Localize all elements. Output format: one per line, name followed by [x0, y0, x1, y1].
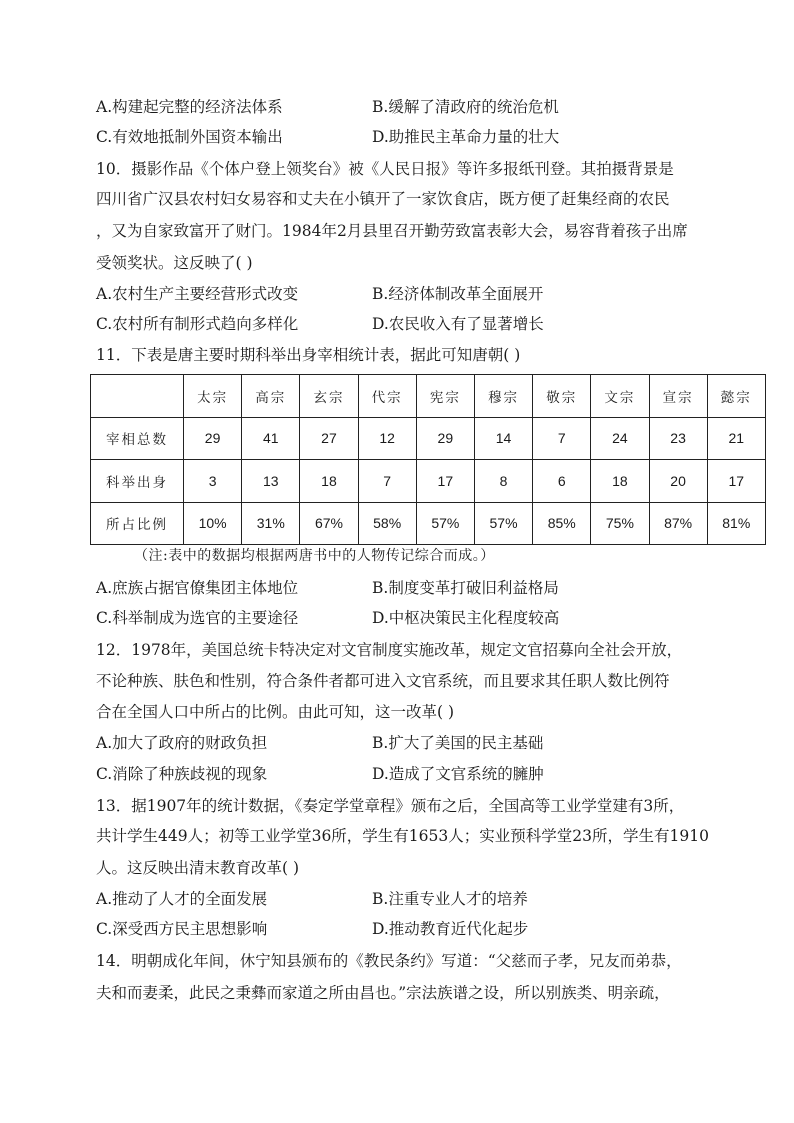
table-cell: 31%	[242, 502, 300, 545]
table-note: （注:表中的数据均根据两唐书中的人物传记综合而成。）	[134, 548, 495, 564]
table-row	[91, 502, 766, 545]
table-cell: 20	[649, 460, 707, 503]
q10-option-d: D.农民收入有了显著增长	[372, 315, 544, 333]
table-cell: 27	[300, 417, 358, 460]
table-cell: 87%	[649, 502, 707, 545]
table-cell: 18	[300, 460, 358, 503]
table-cell: 75%	[591, 502, 649, 545]
q11-option-d: D.中枢决策民主化程度较高	[372, 609, 560, 627]
header-cell: 玄宗	[300, 375, 358, 418]
q12-stem-line-2: 不论种族、肤色和性别，符合条件者都可进入文官系统，而且要求其任职人数比例符	[96, 672, 670, 690]
header-cell: 太宗	[184, 375, 242, 418]
q14-stem-line-2: 夫和而妻柔，此民之秉彝而家道之所由昌也。”宗法族谱之设，所以别族类、明亲疏，	[96, 984, 670, 1002]
q9-option-c: C.有效地抵制外国资本输出	[96, 128, 283, 146]
q14-stem-line-1: 14．明朝成化年间，休宁知县颁布的《教民条约》写道：“父慈而子孝，兄友而弟恭，	[96, 952, 682, 970]
header-cell: 文宗	[591, 375, 649, 418]
q10-stem-line-1: 10．摄影作品《个体户登上领奖台》被《人民日报》等许多报纸刊登。其拍摄背景是	[96, 160, 674, 178]
table-cell: 57%	[474, 502, 532, 545]
table-cell: 29	[184, 417, 242, 460]
q13-stem-line-2: 共计学生449人；初等工业学堂36所，学生有1653人；实业预科学堂23所，学生有1910	[96, 827, 709, 845]
q11-option-b: B.制度变革打破旧利益格局	[372, 579, 559, 597]
table-cell: 7	[358, 460, 416, 503]
q10-option-b: B.经济体制改革全面展开	[372, 285, 544, 303]
q10-stem-line-4: 受领奖状。这反映了( )	[96, 254, 253, 272]
table-header-row	[91, 375, 766, 418]
q10-stem-line-3: ，又为自家致富开了财门。1984年2月县里召开勤劳致富表彰大会，易容背着孩子出席	[96, 222, 688, 240]
table-cell: 23	[649, 417, 707, 460]
q9-option-b: B.缓解了清政府的统治危机	[372, 98, 559, 116]
q10-stem-line-2: 四川省广汉县农村妇女易容和丈夫在小镇开了一家饮食店，既方便了赶集经商的农民	[96, 190, 670, 208]
q12-option-d: D.造成了文官系统的臃肿	[372, 765, 544, 783]
table-cell: 3	[184, 460, 242, 503]
q13-stem-line-3: 人。这反映出清末教育改革( )	[96, 859, 300, 877]
table-row	[91, 417, 766, 460]
q13-option-a: A.推动了人才的全面发展	[96, 890, 268, 908]
header-cell: 宣宗	[649, 375, 707, 418]
table-row	[91, 460, 766, 503]
q12-option-b: B.扩大了美国的民主基础	[372, 734, 544, 752]
q12-option-a: A.加大了政府的财政负担	[96, 734, 268, 752]
q10-option-a: A.农村生产主要经营形式改变	[96, 285, 299, 303]
table-cell: 17	[707, 460, 765, 503]
table-corner-cell	[91, 375, 184, 418]
row-header-cell: 宰相总数	[91, 417, 184, 460]
q11-option-c: C.科举制成为选官的主要途径	[96, 609, 299, 627]
table-cell: 7	[533, 417, 591, 460]
header-cell: 穆宗	[474, 375, 532, 418]
table-cell: 67%	[300, 502, 358, 545]
header-cell: 懿宗	[707, 375, 765, 418]
q13-option-d: D.推动教育近代化起步	[372, 920, 529, 938]
header-cell: 高宗	[242, 375, 300, 418]
q12-option-c: C.消除了种族歧视的现象	[96, 765, 268, 783]
table-cell: 58%	[358, 502, 416, 545]
table-cell: 14	[474, 417, 532, 460]
chancellor-stats-table	[90, 374, 766, 545]
q12-stem-line-3: 合在全国人口中所占的比例。由此可知，这一改革( )	[96, 703, 455, 721]
table-cell: 57%	[416, 502, 474, 545]
q11-stem: 11．下表是唐主要时期科举出身宰相统计表，据此可知唐朝( )	[96, 346, 521, 364]
header-cell: 代宗	[358, 375, 416, 418]
q12-stem-line-1: 12．1978年，美国总统卡特决定对文官制度实施改革，规定文官招募向全社会开放，	[96, 641, 683, 659]
q13-option-b: B.注重专业人才的培养	[372, 890, 528, 908]
table-cell: 13	[242, 460, 300, 503]
table-cell: 6	[533, 460, 591, 503]
q10-option-c: C.农村所有制形式趋向多样化	[96, 315, 299, 333]
q9-option-d: D.助推民主革命力量的壮大	[372, 128, 560, 146]
q13-stem-line-1: 13．据1907年的统计数据，《奏定学堂章程》颁布之后，全国高等工业学堂建有3所，	[96, 797, 685, 815]
table-cell: 41	[242, 417, 300, 460]
table-cell: 10%	[184, 502, 242, 545]
table-cell: 8	[474, 460, 532, 503]
table-cell: 85%	[533, 502, 591, 545]
q13-option-c: C.深受西方民主思想影响	[96, 920, 268, 938]
table-cell: 29	[416, 417, 474, 460]
table-cell: 21	[707, 417, 765, 460]
table-cell: 24	[591, 417, 649, 460]
table-cell: 18	[591, 460, 649, 503]
table-cell: 12	[358, 417, 416, 460]
table-cell: 17	[416, 460, 474, 503]
header-cell: 敬宗	[533, 375, 591, 418]
row-header-cell: 所占比例	[91, 502, 184, 545]
row-header-cell: 科举出身	[91, 460, 184, 503]
header-cell: 宪宗	[416, 375, 474, 418]
q11-option-a: A.庶族占据官僚集团主体地位	[96, 579, 299, 597]
table-cell: 81%	[707, 502, 765, 545]
q9-option-a: A.构建起完整的经济法体系	[96, 98, 283, 116]
